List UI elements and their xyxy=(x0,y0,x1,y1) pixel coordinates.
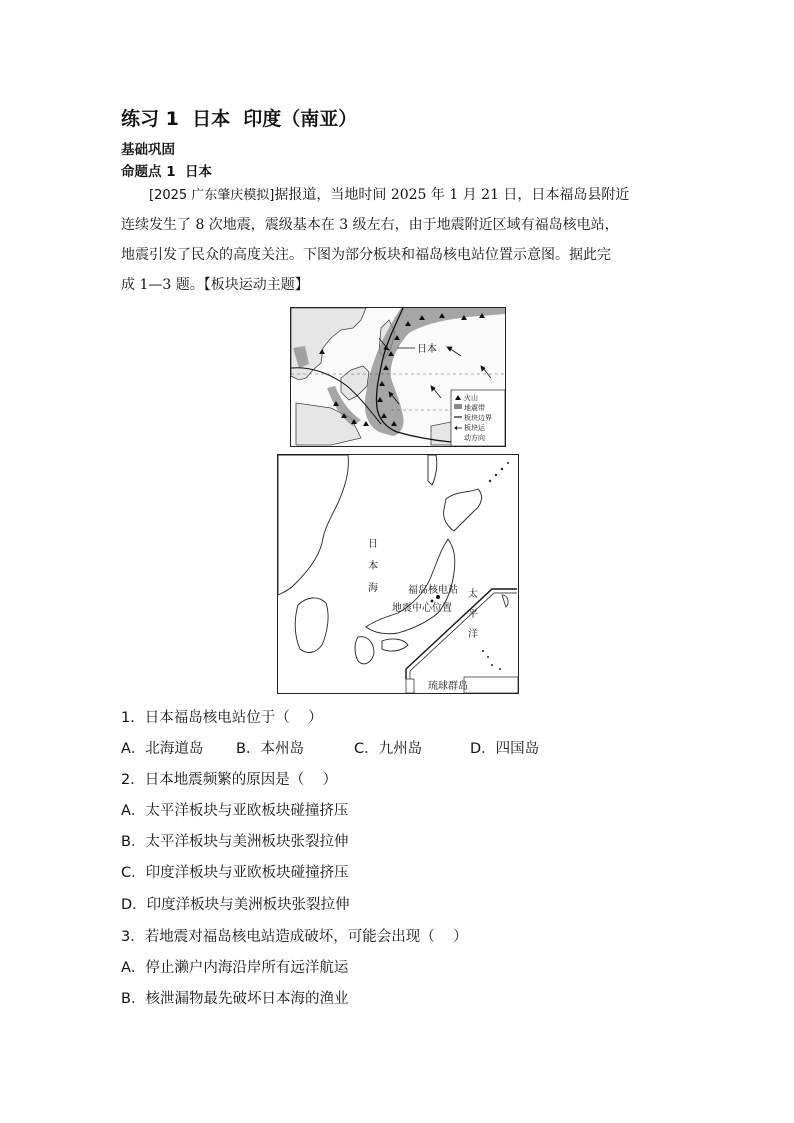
q1-option-b[interactable]: B．本州岛 xyxy=(236,741,304,757)
intro-line-2: 连续发生了 8 次地震，震级基本在 3 级左右，由于地震附近区域有福岛核电站， xyxy=(121,217,619,233)
source-tag: [2025 广东肇庆模拟] xyxy=(149,188,275,203)
japan-map xyxy=(277,454,519,694)
q1-option-c[interactable]: C．九州岛 xyxy=(354,741,423,757)
q2-option-b[interactable]: B．太平洋板块与美洲板块张裂拉伸 xyxy=(121,834,349,850)
ocean-label-2: 平 xyxy=(468,609,478,620)
sea-label-1: 日 xyxy=(368,539,378,550)
intro-line-4: 成 1—3 题。【板块运动主题】 xyxy=(121,277,309,293)
map1-japan-label: 日本 xyxy=(417,344,437,355)
section-heading: 基础巩固 xyxy=(121,142,175,158)
epicenter-label: 地震中心位置 xyxy=(392,603,452,614)
q1-option-d[interactable]: D．四国岛 xyxy=(470,741,540,757)
intro-line-3: 地震引发了民众的高度关注。下图为部分板块和福岛核电站位置示意图。据此完 xyxy=(121,247,611,263)
ocean-label-1: 太 xyxy=(468,589,478,600)
plant-label: 福岛核电站 xyxy=(408,585,458,596)
plate-map xyxy=(290,307,506,447)
legend-quake-belt: 地震带 xyxy=(464,404,485,412)
q3-option-a[interactable]: A．停止濑户内海沿岸所有远洋航运 xyxy=(121,960,349,976)
q3-option-b[interactable]: B．核泄漏物最先破坏日本海的渔业 xyxy=(121,991,349,1007)
intro-line-1 xyxy=(121,180,681,211)
legend-motion-1: 板块运 xyxy=(464,424,485,432)
legend-boundary: 板块边界 xyxy=(464,414,492,422)
q2-option-a[interactable]: A．太平洋板块与亚欧板块碰撞挤压 xyxy=(121,803,349,819)
topic-heading: 命题点 1 日本 xyxy=(121,164,212,180)
ocean-label-3: 洋 xyxy=(468,629,478,640)
legend-volcano: 火山 xyxy=(464,394,478,402)
sea-label-3: 海 xyxy=(368,583,378,594)
sea-label-2: 本 xyxy=(368,561,378,572)
q2-option-d[interactable]: D．印度洋板块与美洲板块张裂拉伸 xyxy=(121,897,350,913)
question-2-stem: 2．日本地震频繁的原因是（ ） xyxy=(121,772,338,788)
q2-option-c[interactable]: C．印度洋板块与亚欧板块碰撞挤压 xyxy=(121,865,349,881)
question-1-stem: 1．日本福岛核电站位于（ ） xyxy=(121,710,323,726)
intro-line-1-text: 据报道，当地时间 2025 年 1 月 21 日，日本福岛县附近 xyxy=(274,187,630,203)
question-3-stem: 3．若地震对福岛核电站造成破坏，可能会出现（ ） xyxy=(121,929,468,945)
map2-inset-label: 琉球群岛 xyxy=(428,681,468,692)
page-title: 练习 1 日本 印度（南亚） xyxy=(121,108,358,130)
q1-option-a[interactable]: A．北海道岛 xyxy=(121,741,204,757)
legend-motion-2: 动方向 xyxy=(464,434,485,442)
